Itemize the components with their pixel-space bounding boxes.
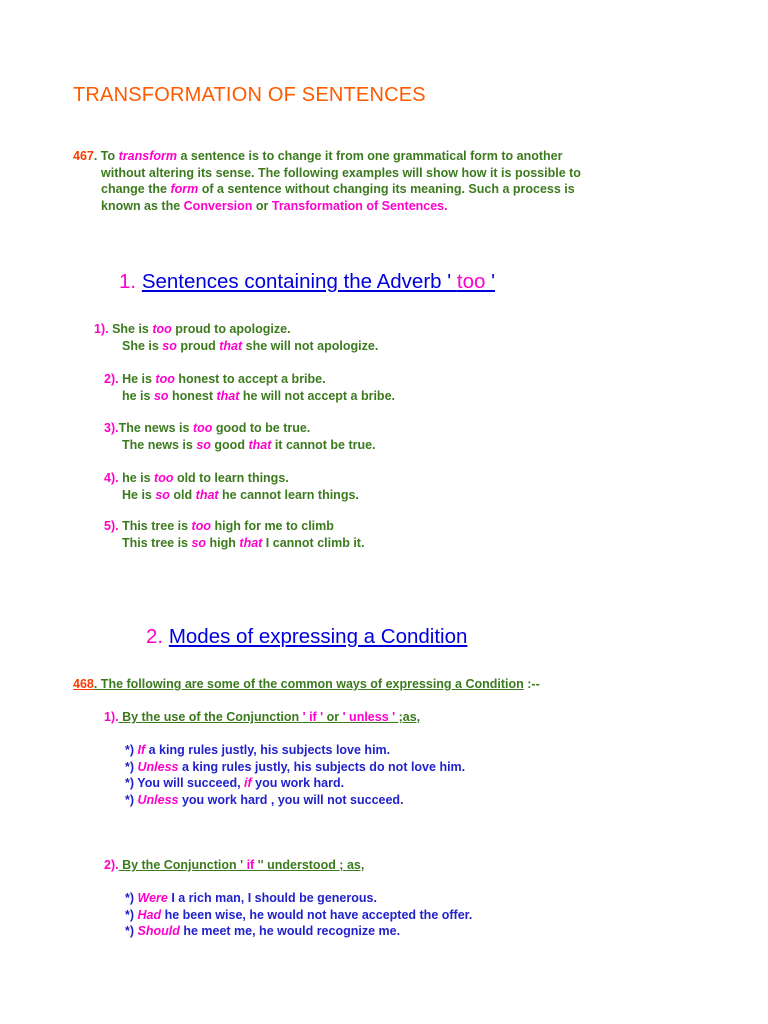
example-text: old — [169, 488, 196, 502]
paragraph-tail: :-- — [523, 677, 540, 691]
paragraph-number: 468 — [73, 677, 94, 691]
keyword: so — [162, 339, 177, 353]
list-text: he been wise, he would not have accepted the offer. — [161, 907, 473, 922]
list-text: you work hard , you will not succeed. — [178, 793, 404, 808]
keyword: that — [195, 488, 219, 502]
keyword: Were — [137, 891, 168, 905]
intro-text: a sentence is to change it from one grammatical form to another — [176, 149, 563, 163]
example-text: honest — [168, 389, 217, 403]
list-item — [125, 907, 472, 924]
keyword: If — [137, 743, 146, 757]
example-3 — [104, 420, 376, 454]
example-1 — [94, 321, 378, 355]
page-title: TRANSFORMATION OF SENTENCES — [73, 84, 426, 106]
list-item — [125, 890, 472, 907]
keyword-form: form — [170, 182, 199, 196]
example-number: 4). — [104, 471, 119, 485]
keyword: too — [155, 372, 175, 386]
condition-1-heading — [104, 710, 420, 724]
intro-text: change the — [101, 182, 171, 196]
example-line-b — [104, 535, 364, 552]
condition-text — [119, 858, 365, 872]
keyword: too — [154, 471, 174, 485]
intro-line-2: without altering its sense. The following examples will show how it is possible to — [101, 165, 581, 180]
example-text: it cannot be true. — [271, 438, 376, 452]
example-line-b — [94, 338, 378, 355]
example-text: she will not apologize. — [242, 339, 379, 353]
example-line-b — [104, 487, 359, 504]
keyword: too — [191, 519, 211, 533]
keyword: that — [219, 339, 243, 353]
paragraph-468 — [73, 677, 540, 691]
keyword: so — [153, 389, 169, 403]
keyword: that — [239, 536, 263, 550]
list-item — [125, 742, 465, 759]
intro-text: or — [252, 198, 272, 213]
section-title-text: Sentences containing the Adverb ' — [141, 270, 457, 293]
example-text: old to learn things. — [173, 471, 289, 485]
intro-text: of a sentence without changing its meaning. Such a process is — [198, 182, 575, 196]
keyword: if — [244, 776, 252, 791]
keyword: too — [192, 421, 213, 435]
example-line-a — [104, 372, 326, 386]
intro-line-1 — [73, 148, 593, 165]
example-line-b — [104, 388, 395, 405]
condition-2-heading — [104, 858, 364, 872]
keyword: Unless — [137, 759, 179, 774]
example-text: he will not accept a bribe. — [239, 389, 395, 403]
example-number: 3). — [104, 421, 119, 435]
intro-text: known as the — [101, 198, 184, 213]
example-text: The news is — [118, 421, 193, 435]
example-text: He is — [118, 372, 156, 386]
example-4 — [104, 470, 359, 504]
example-text: good — [210, 438, 249, 452]
example-text: good to be true. — [212, 421, 311, 435]
example-text: he cannot learn things. — [218, 488, 359, 502]
bullet: *) — [125, 743, 138, 757]
list-text: I a rich man, I should be generous. — [167, 891, 377, 905]
keyword-transform: transform — [118, 149, 177, 163]
example-text: The news is — [122, 438, 197, 452]
keyword: so — [191, 536, 207, 550]
example-text: proud to apologize. — [171, 322, 291, 336]
list-item — [125, 923, 472, 940]
keyword: Should — [137, 924, 180, 939]
section-2-heading — [146, 625, 467, 649]
keyword: too — [152, 322, 172, 336]
section-title — [142, 270, 495, 293]
intro-line-3 — [73, 181, 593, 198]
keyword-transformation: Transformation of Sentences. — [271, 198, 448, 213]
list-text: a king rules justly, his subjects love him. — [145, 743, 391, 757]
example-number: 1). — [94, 322, 109, 336]
item-number: 1). — [104, 710, 119, 724]
keyword: Had — [137, 907, 162, 922]
bullet: *) — [125, 793, 138, 808]
section-number: 1. — [119, 270, 137, 293]
condition-2-examples — [125, 890, 472, 940]
condition-text-part: or — [323, 710, 343, 724]
list-item — [125, 792, 465, 809]
example-text: This tree is — [122, 536, 192, 550]
example-text: He is — [122, 488, 156, 502]
example-text: This tree is — [118, 519, 192, 533]
bullet: *) — [125, 907, 138, 922]
condition-text — [119, 710, 421, 724]
list-text: You will succeed, — [137, 776, 245, 791]
example-text: honest to accept a bribe. — [174, 372, 326, 386]
condition-text-part: ;as, — [395, 710, 421, 724]
bullet: *) — [125, 891, 138, 905]
list-text: he meet me, he would recognize me. — [179, 924, 401, 939]
intro-line-4 — [73, 198, 593, 215]
example-text: proud — [176, 339, 220, 353]
keyword-unless: ' unless ' — [342, 710, 396, 724]
intro-text: . To — [93, 149, 119, 163]
keyword-conversion: Conversion — [183, 198, 253, 213]
section-number: 2. — [146, 625, 164, 648]
item-number: 2). — [104, 858, 119, 872]
example-line-b — [104, 437, 376, 454]
example-line-a — [94, 322, 291, 336]
section-1-heading — [119, 270, 495, 294]
example-text: high — [206, 536, 240, 550]
example-line-a — [104, 519, 334, 533]
section-title-text: ' — [485, 270, 495, 293]
example-number: 2). — [104, 372, 119, 386]
example-number: 5). — [104, 519, 119, 533]
keyword: Unless — [137, 793, 179, 808]
example-text: I cannot climb it. — [262, 536, 365, 550]
list-text: you work hard. — [251, 776, 345, 791]
keyword-if: if — [246, 858, 255, 872]
example-line-a — [104, 421, 310, 435]
condition-text-part: '' understood ; as, — [254, 858, 365, 872]
bullet: *) — [125, 924, 138, 939]
bullet: *) — [125, 759, 138, 774]
condition-1-examples — [125, 742, 465, 809]
example-line-a — [104, 471, 289, 485]
bullet: *) — [125, 776, 138, 791]
keyword: so — [155, 488, 170, 502]
example-5 — [104, 518, 364, 552]
keyword-too: too — [456, 270, 486, 293]
paragraph-number: 467 — [73, 149, 94, 163]
condition-text-part: By the Conjunction ' — [118, 858, 247, 872]
section-title: Modes of expressing a Condition — [168, 625, 468, 648]
condition-text-part: By the use of the Conjunction — [118, 710, 303, 724]
example-text: high for me to climb — [210, 519, 334, 533]
list-item — [125, 775, 465, 792]
keyword: that — [248, 438, 272, 452]
example-2 — [104, 371, 395, 405]
keyword: so — [196, 438, 211, 452]
list-item — [125, 759, 465, 776]
list-text: a king rules justly, his subjects do not love him. — [178, 759, 466, 774]
keyword: that — [216, 389, 240, 403]
example-text: She is — [122, 339, 163, 353]
example-text: She is — [108, 322, 153, 336]
paragraph-text: . The following are some of the common ways of expressing a Condition — [93, 677, 524, 691]
example-text: he is — [118, 471, 155, 485]
keyword-if: ' if ' — [302, 710, 324, 724]
intro-paragraph — [73, 148, 593, 214]
example-text: he is — [122, 389, 154, 403]
